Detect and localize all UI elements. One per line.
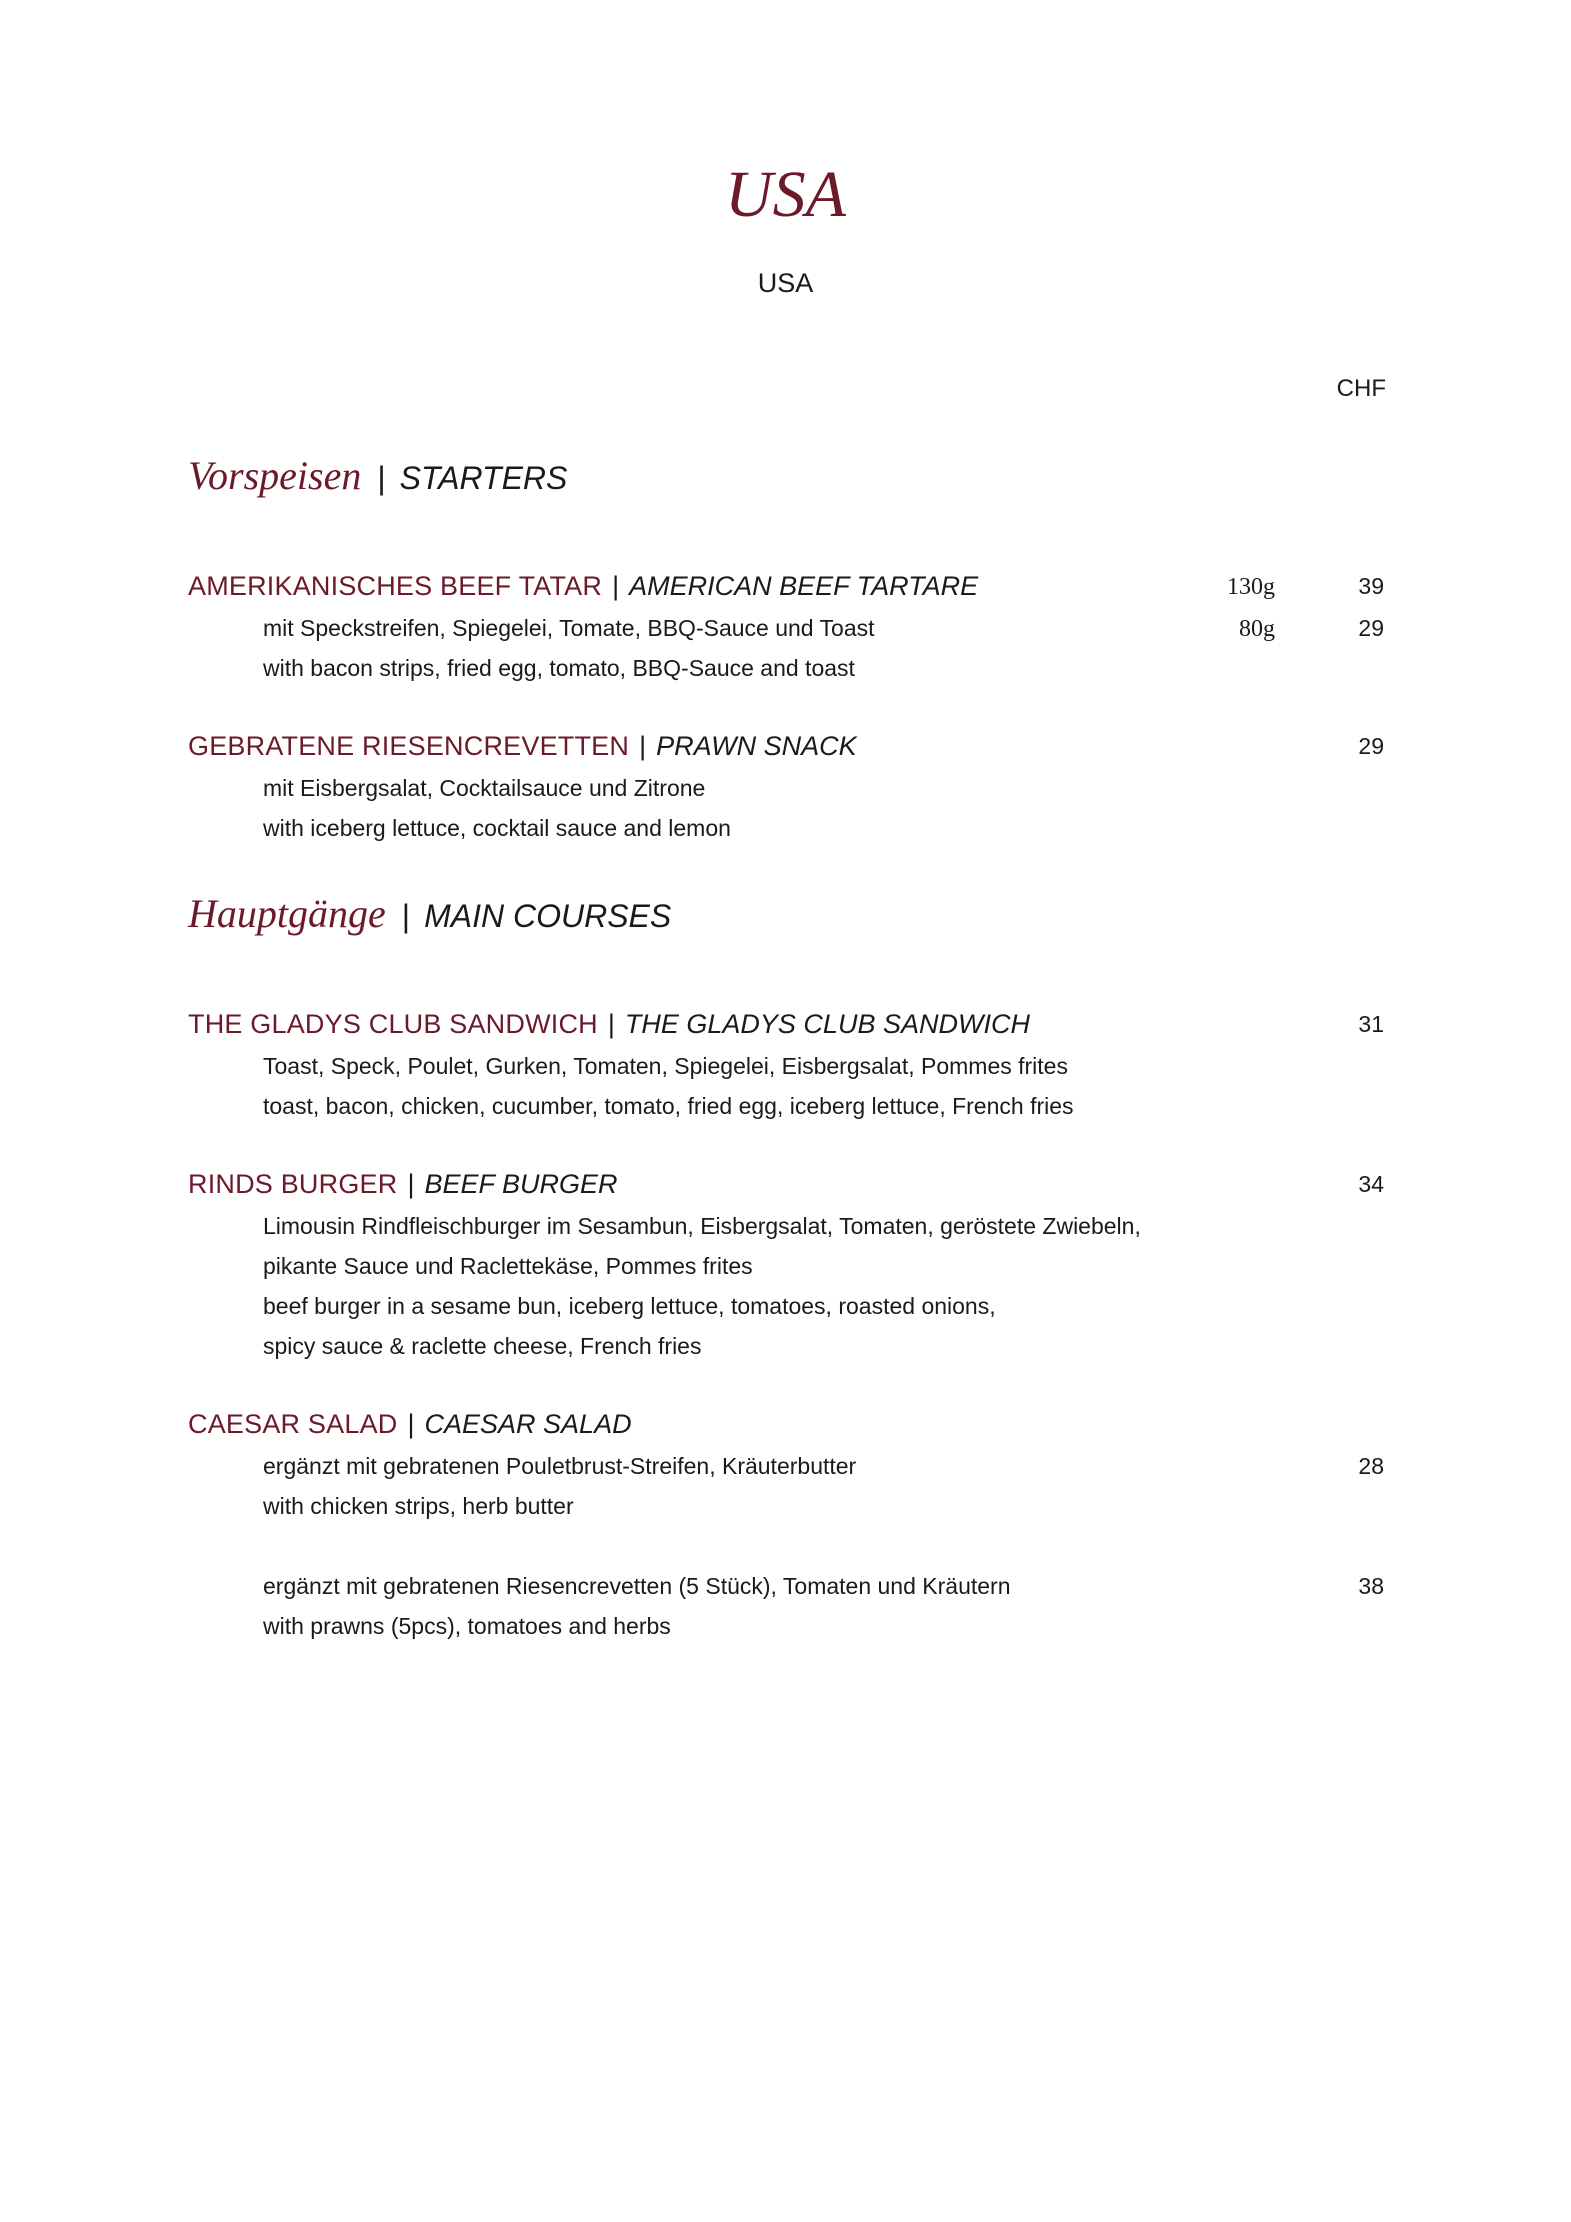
item-description: ergänzt mit gebratenen Pouletbrust-Streifen, Kräuterbutter bbox=[263, 1453, 857, 1479]
item-name-de: THE GLADYS CLUB SANDWICH bbox=[188, 1009, 598, 1039]
item-description: spicy sauce & raclette cheese, French fries bbox=[263, 1333, 702, 1359]
item-price: 39 bbox=[1358, 573, 1384, 599]
item-description: Limousin Rindfleischburger im Sesambun, Eisbergsalat, Tomaten, geröstete Zwiebeln, bbox=[263, 1213, 1141, 1239]
item-price: 38 bbox=[1358, 1573, 1384, 1599]
page-title: USA bbox=[725, 158, 846, 231]
section-separator: | bbox=[377, 460, 386, 496]
section-title-de: Vorspeisen bbox=[188, 453, 362, 498]
menu-item-name bbox=[188, 1411, 632, 1438]
item-name-de: CAESAR SALAD bbox=[188, 1409, 398, 1439]
menu-item-name bbox=[188, 573, 978, 600]
item-description: ergänzt mit gebratenen Riesencrevetten (5 Stück), Tomaten und Kräutern bbox=[263, 1573, 1011, 1599]
item-description: mit Speckstreifen, Spiegelei, Tomate, BBQ-Sauce und Toast bbox=[263, 615, 875, 641]
item-price: 29 bbox=[1358, 615, 1384, 641]
menu-item-name bbox=[188, 733, 857, 760]
item-name-en: CAESAR SALAD bbox=[424, 1409, 632, 1439]
item-separator: | bbox=[407, 1169, 415, 1199]
item-price: 31 bbox=[1358, 1011, 1384, 1037]
item-description: with chicken strips, herb butter bbox=[263, 1493, 574, 1519]
section-title-de: Hauptgänge bbox=[188, 891, 386, 936]
item-name-en: BEEF BURGER bbox=[424, 1169, 618, 1199]
item-description: with prawns (5pcs), tomatoes and herbs bbox=[263, 1613, 671, 1639]
item-separator: | bbox=[639, 731, 647, 761]
section-title-en: MAIN COURSES bbox=[424, 898, 672, 934]
item-name-de: RINDS BURGER bbox=[188, 1169, 398, 1199]
item-separator: | bbox=[407, 1409, 415, 1439]
page-subtitle: USA bbox=[757, 268, 814, 298]
item-description: toast, bacon, chicken, cucumber, tomato, fried egg, iceberg lettuce, French fries bbox=[263, 1093, 1074, 1119]
item-separator: | bbox=[612, 571, 620, 601]
item-price: 28 bbox=[1358, 1453, 1384, 1479]
item-weight: 80g bbox=[1239, 616, 1275, 642]
item-name-de: AMERIKANISCHES BEEF TATAR bbox=[188, 571, 603, 601]
item-price: 29 bbox=[1358, 733, 1384, 759]
section-heading-main-courses bbox=[188, 891, 672, 936]
item-name-en: THE GLADYS CLUB SANDWICH bbox=[624, 1009, 1030, 1039]
section-title-en: STARTERS bbox=[399, 460, 568, 496]
section-heading-starters bbox=[188, 453, 568, 498]
currency-label: CHF bbox=[1336, 375, 1386, 402]
item-name-de: GEBRATENE RIESENCREVETTEN bbox=[188, 731, 630, 761]
menu-item-name bbox=[188, 1171, 618, 1198]
item-separator: | bbox=[607, 1009, 615, 1039]
item-weight: 130g bbox=[1227, 574, 1275, 600]
item-description: mit Eisbergsalat, Cocktailsauce und Zitrone bbox=[263, 775, 706, 801]
menu-item-name bbox=[188, 1011, 1030, 1038]
item-description: Toast, Speck, Poulet, Gurken, Tomaten, Spiegelei, Eisbergsalat, Pommes frites bbox=[263, 1053, 1068, 1079]
item-name-en: PRAWN SNACK bbox=[656, 731, 857, 761]
item-description: with iceberg lettuce, cocktail sauce and lemon bbox=[263, 815, 731, 841]
item-description: beef burger in a sesame bun, iceberg lettuce, tomatoes, roasted onions, bbox=[263, 1293, 996, 1319]
item-price: 34 bbox=[1358, 1171, 1384, 1197]
item-name-en: AMERICAN BEEF TARTARE bbox=[629, 571, 979, 601]
item-description: with bacon strips, fried egg, tomato, BBQ-Sauce and toast bbox=[263, 655, 855, 681]
section-separator: | bbox=[401, 898, 411, 934]
item-description: pikante Sauce und Raclettekäse, Pommes frites bbox=[263, 1253, 753, 1279]
